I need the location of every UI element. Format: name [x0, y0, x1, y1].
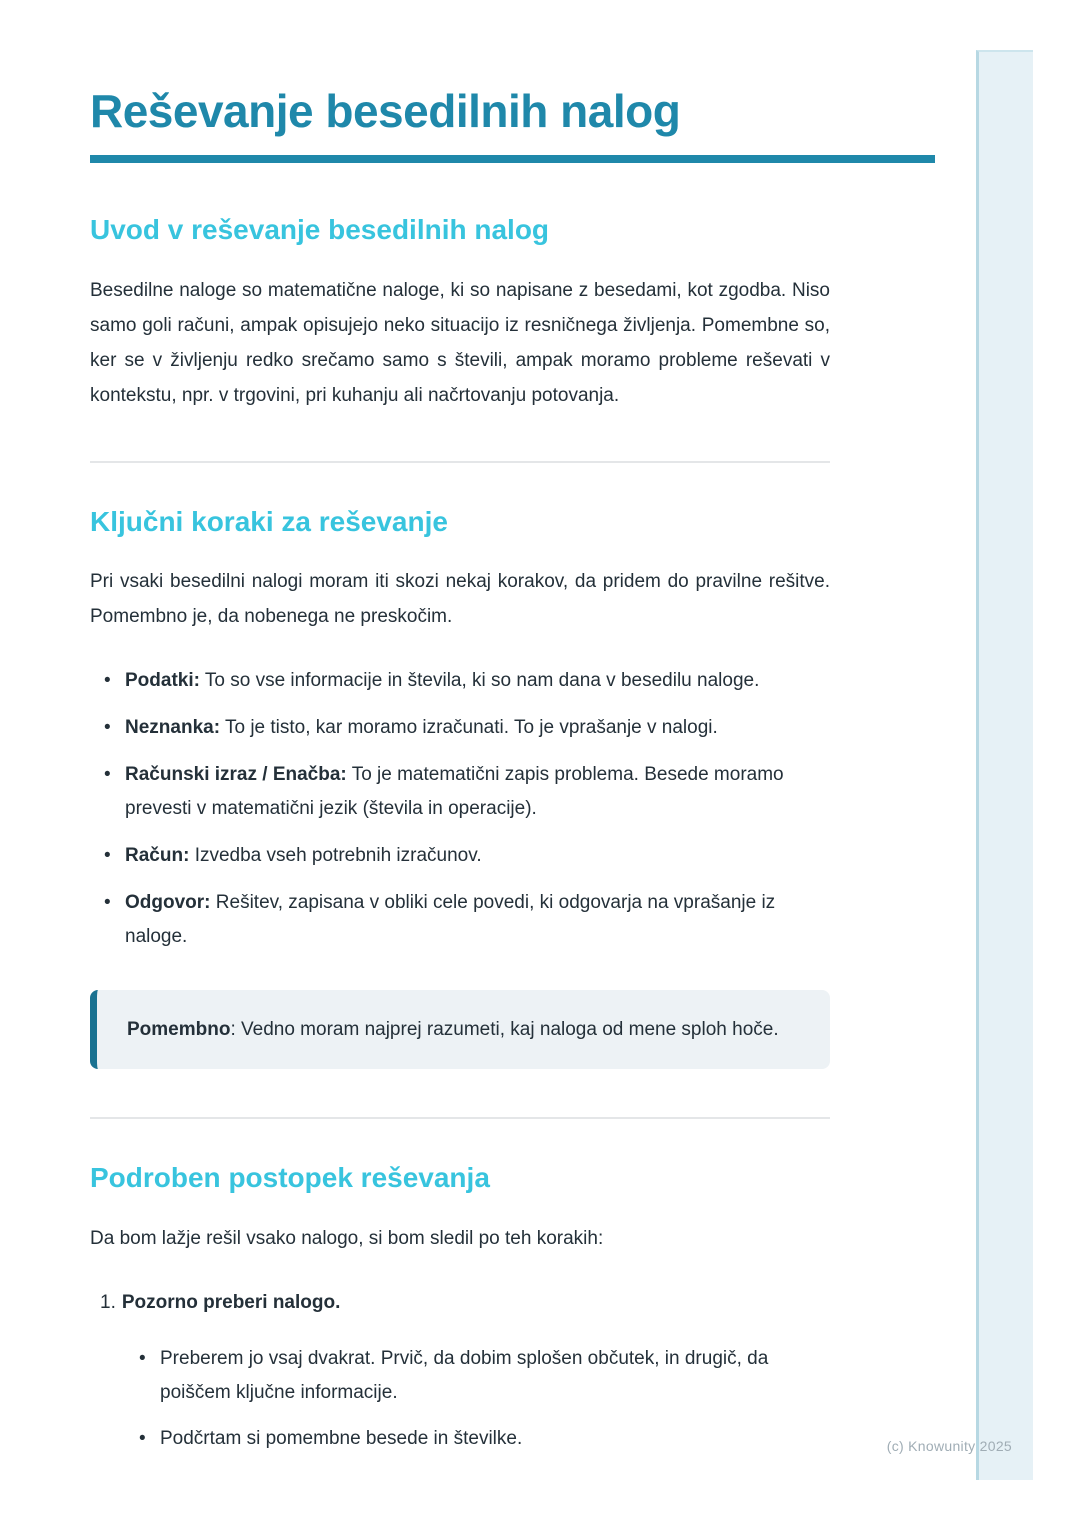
sub-item-text: Podčrtam si pomembne besede in številke. — [160, 1427, 523, 1449]
callout-text — [127, 1012, 800, 1047]
sub-item-text: Preberem jo vsaj dvakrat. Prvič, da dobim splošen občutek, in drugič, da poiščem ključne informacije. — [160, 1347, 769, 1403]
page-title: Reševanje besedilnih nalog — [90, 85, 681, 137]
steps-intro-paragraph: Pri vsaki besedilni nalogi moram iti skozi nekaj korakov, da pridem do pravilne rešitve. Pomembno je, da nobenega ne preskočim. — [90, 571, 830, 628]
title-underline-rule — [90, 155, 935, 163]
callout-term: Pomembno — [127, 1019, 231, 1041]
item-title: Pozorno preberi nalogo. — [121, 1291, 341, 1313]
section-key-steps — [90, 505, 830, 1070]
list-item-racunski-izraz — [90, 758, 830, 826]
procedure-intro-paragraph: Da bom lažje rešil vsako nalogo, si bom sledil po teh korakih: — [90, 1227, 604, 1249]
section-divider — [90, 1117, 830, 1119]
right-margin-strip — [976, 50, 1033, 1480]
procedure-list — [90, 1286, 830, 1456]
item-desc: To je matematični zapis problema. Besede moramo prevesti v matematični jezik (števila in operacije). — [125, 764, 784, 820]
numbered-item-1 — [90, 1286, 830, 1456]
item-number: 1. — [100, 1291, 116, 1313]
list-item-odgovor — [90, 886, 830, 954]
section-divider — [90, 461, 830, 463]
intro-heading: Uvod v reševanje besedilnih nalog — [90, 214, 550, 246]
item-term: Računski izraz / Enačba: — [125, 764, 347, 786]
item-term: Neznanka: — [125, 717, 221, 739]
item-desc: To so vse informacije in števila, ki so nam dana v besedilu naloge. — [204, 670, 760, 692]
procedure-heading: Podroben postopek reševanja — [90, 1162, 490, 1194]
document-content — [90, 0, 830, 1456]
sub-list-item — [90, 1422, 830, 1456]
item-desc: Rešitev, zapisana v obliki cele povedi, ki odgovarja na vprašanje iz naloge. — [125, 892, 776, 948]
sub-list-item — [90, 1342, 830, 1410]
list-item-racun — [90, 839, 830, 873]
item-term: Podatki: — [125, 670, 200, 692]
item-term: Odgovor: — [125, 892, 211, 914]
list-item-neznanka — [90, 711, 830, 745]
item-term: Račun: — [125, 845, 190, 867]
intro-paragraph: Besedilne naloge so matematične naloge, ki so napisane z besedami, kot zgodba. Niso samo goli računi, ampak opisujejo neko situacijo iz resničnega življenja. Pomembne so, ker se v življenju redko srečamo samo s števili, ampak moramo probleme reševati v kontekstu, npr. v trgovini, pri kuhanju ali načrtovanju potovanja. — [90, 279, 830, 406]
section-procedure — [90, 1161, 830, 1456]
procedure-sub-list — [90, 1342, 830, 1456]
callout-desc: : Vedno moram najprej razumeti, kaj naloga od mene sploh hoče. — [230, 1019, 779, 1041]
item-desc: To je tisto, kar moramo izračunati. To je vprašanje v nalogi. — [224, 717, 718, 739]
steps-heading: Ključni koraki za reševanje — [90, 505, 448, 537]
important-callout — [90, 990, 830, 1069]
item-desc: Izvedba vseh potrebnih izračunov. — [194, 845, 482, 867]
list-item-podatki — [90, 664, 830, 698]
copyright-footer: (c) Knowunity 2025 — [886, 1438, 1012, 1454]
steps-list — [90, 664, 830, 954]
section-intro — [90, 213, 830, 413]
numbered-item-title-line — [90, 1286, 830, 1320]
